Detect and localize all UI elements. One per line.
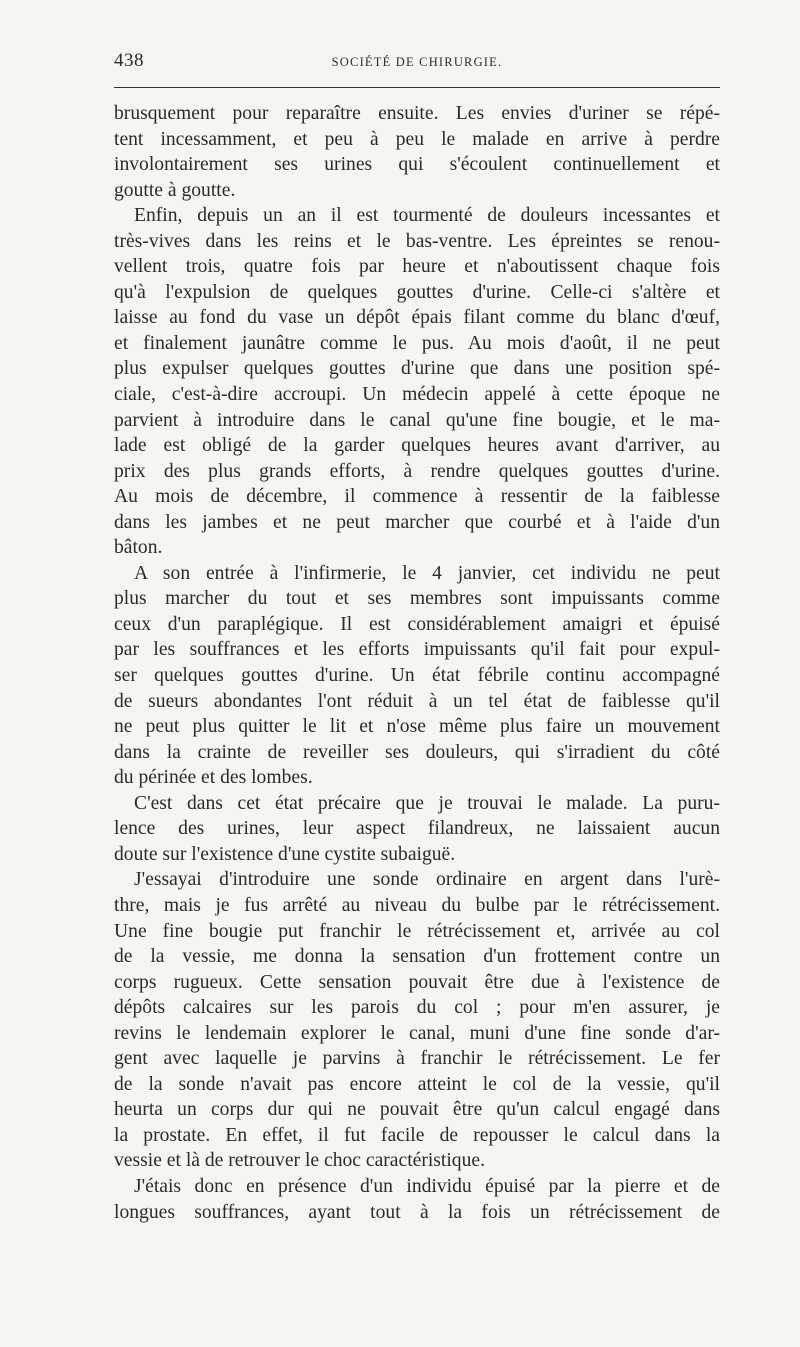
text-line: C'est dans cet état précaire que je trouvai le malade. La puru- (134, 792, 720, 814)
text-line: plus expulser quelques gouttes d'urine que dans une position spé- (114, 358, 720, 380)
text-line: plus marcher du tout et ses membres sont impuissants comme (114, 588, 720, 610)
text-line: involontairement ses urines qui s'écoulent continuellement et (114, 154, 720, 176)
text-line: du périnée et des lombes. (114, 767, 313, 789)
text-line: bâton. (114, 537, 163, 559)
text-line: longues souffrances, ayant tout à la fois un rétrécissement de (114, 1201, 720, 1223)
text-line: dans la crainte de reveiller ses douleurs, qui s'irradient du côté (114, 741, 720, 763)
text-line: thre, mais je fus arrêté au niveau du bulbe par le rétrécissement. (114, 894, 720, 916)
text-line: heurta un corps dur qui ne pouvait être qu'un calcul engagé dans (114, 1099, 720, 1121)
running-title: SOCIÉTÉ DE CHIRURGIE. (331, 55, 503, 69)
text-line: doute sur l'existence d'une cystite subaiguë. (114, 843, 456, 865)
text-line: goutte à goutte. (114, 179, 236, 201)
text-line: lence des urines, leur aspect filandreux, ne laissaient aucun (114, 818, 720, 840)
text-line: lade est obligé de la garder quelques heures avant d'arriver, au (114, 435, 720, 457)
text-line: brusquement pour reparaître ensuite. Les envies d'uriner se répé- (114, 103, 720, 124)
text-line: vellent trois, quatre fois par heure et n'aboutissent chaque fois (114, 256, 720, 278)
page-header (114, 50, 720, 76)
text-line: dans les jambes et ne peut marcher que courbé et à l'aide d'un (114, 511, 720, 533)
text-line: ceux d'un paraplégique. Il est considérablement amaigri et épuisé (114, 613, 720, 635)
text-line: Enfin, depuis un an il est tourmenté de douleurs incessantes et (134, 205, 720, 227)
text-line: laisse au fond du vase un dépôt épais filant comme du blanc d'œuf, (114, 307, 720, 329)
text-line: très-vives dans les reins et le bas-ventre. Les épreintes se renou- (114, 230, 720, 252)
text-line: Au mois de décembre, il commence à ressentir de la faiblesse (114, 486, 720, 508)
text-line: parvient à introduire dans le canal qu'une fine bougie, et le ma- (114, 409, 720, 431)
text-line: ser quelques gouttes d'urine. Un état fébrile continu accompagné (114, 665, 720, 687)
text-line: corps rugueux. Cette sensation pouvait être due à l'existence de (114, 971, 720, 993)
text-line: de la vessie, me donna la sensation d'un frottement contre un (114, 946, 720, 968)
text-line: J'étais donc en présence d'un individu épuisé par la pierre et de (134, 1175, 720, 1197)
text-line: dépôts calcaires sur les parois du col ; pour m'en assurer, je (114, 997, 720, 1019)
text-line: prix des plus grands efforts, à rendre quelques gouttes d'urine. (114, 460, 720, 482)
text-line: et finalement jaunâtre comme le pus. Au mois d'août, il ne peut (114, 332, 720, 354)
text-line: J'essayai d'introduire une sonde ordinaire en argent dans l'urè- (134, 869, 720, 891)
text-line: par les souffrances et les efforts impuissants qu'il fait pour expul- (114, 639, 720, 661)
text-line: vessie et là de retrouver le choc caractéristique. (114, 1150, 485, 1172)
text-line: gent avec laquelle je parvins à franchir le rétrécissement. Le fer (114, 1048, 720, 1070)
text-line: Une fine bougie put franchir le rétrécissement et, arrivée au col (114, 920, 720, 942)
text-line: revins le lendemain explorer le canal, muni d'une fine sonde d'ar- (114, 1022, 720, 1044)
text-line: qu'à l'expulsion de quelques gouttes d'urine. Celle-ci s'altère et (114, 281, 720, 303)
text-line: la prostate. En effet, il fut facile de repousser le calcul dans la (114, 1124, 720, 1146)
body-text (114, 101, 720, 1225)
text-line: de la sonde n'avait pas encore atteint le col de la vessie, qu'il (114, 1073, 720, 1095)
page-number: 438 (114, 50, 144, 71)
text-line: ciale, c'est-à-dire accroupi. Un médecin appelé à cette époque ne (114, 384, 720, 406)
text-line: ne peut plus quitter le lit et n'ose même plus faire un mouvement (114, 716, 720, 738)
text-line: tent incessamment, et peu à peu le malade en arrive à perdre (114, 128, 720, 150)
header-rule (114, 87, 720, 88)
text-line: de sueurs abondantes l'ont réduit à un tel état de faiblesse qu'il (114, 690, 720, 712)
text-line: A son entrée à l'infirmerie, le 4 janvier, cet individu ne peut (134, 562, 720, 584)
